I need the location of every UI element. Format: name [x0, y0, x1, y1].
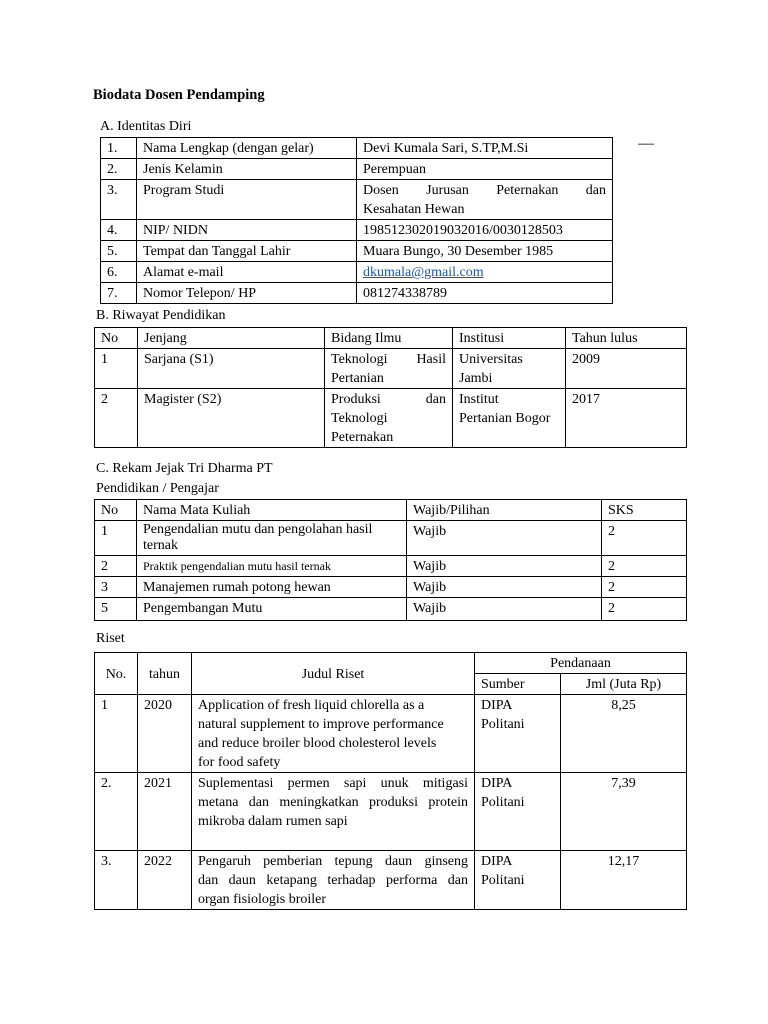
- row-label: Alamat e-mail: [137, 262, 357, 283]
- source-line: DIPA: [481, 776, 513, 791]
- course-name: [137, 521, 407, 556]
- column-header: Judul Riset: [192, 653, 475, 695]
- value-line: Dosen Jurusan Peternakan dan: [363, 183, 606, 198]
- course-sks: 2: [602, 521, 687, 556]
- education-table: [94, 327, 687, 448]
- bidang-line: Teknologi Hasil: [331, 352, 446, 367]
- decorative-dash: —: [638, 135, 654, 152]
- row-number: 5.: [101, 241, 137, 262]
- table-header-row: [95, 328, 687, 349]
- row-value: [357, 262, 613, 283]
- row-number: 7.: [101, 283, 137, 304]
- row-number: 1.: [101, 138, 137, 159]
- row-number: 3.: [95, 851, 138, 910]
- section-c-subheading: Pendidikan / Pengajar: [96, 481, 219, 496]
- row-value: 081274338789: [357, 283, 613, 304]
- title-line: Application of fresh liquid chlorella as a: [198, 698, 425, 713]
- row-number: 3.: [101, 180, 137, 220]
- course-name: Manajemen rumah potong hewan: [137, 577, 407, 598]
- course-sks: 2: [602, 577, 687, 598]
- bidang-ilmu: [325, 389, 453, 448]
- row-label: Nomor Telepon/ HP: [137, 283, 357, 304]
- course-type: Wajib: [407, 577, 602, 598]
- row-number: 2: [95, 556, 137, 577]
- tahun-lulus: 2009: [566, 349, 687, 389]
- table-row: [95, 695, 687, 773]
- research-year: 2021: [138, 773, 192, 851]
- column-header: Jml (Juta Rp): [561, 674, 687, 695]
- row-value: Devi Kumala Sari, S.TP,M.Si: [357, 138, 613, 159]
- row-value: Perempuan: [357, 159, 613, 180]
- table-row: [95, 389, 687, 448]
- course-type: Wajib: [407, 556, 602, 577]
- research-year: 2020: [138, 695, 192, 773]
- research-year: 2022: [138, 851, 192, 910]
- riset-heading: Riset: [96, 631, 125, 646]
- column-header: No: [95, 500, 137, 521]
- row-number: 2: [95, 389, 138, 448]
- value-line: Kesahatan Hewan: [363, 202, 465, 217]
- title-line: Pengaruh pemberian tepung daun ginseng: [198, 854, 468, 869]
- institusi: [453, 389, 566, 448]
- source-line: Politani: [481, 717, 525, 732]
- row-value: Muara Bungo, 30 Desember 1985: [357, 241, 613, 262]
- table-row: [101, 283, 613, 304]
- research-title: [192, 695, 475, 773]
- funding-amount: 8,25: [561, 695, 687, 773]
- bidang-line: Produksi dan: [331, 392, 446, 407]
- funding-source: [475, 773, 561, 851]
- course-name-line: ternak: [143, 538, 178, 553]
- funding-amount: 7,39: [561, 773, 687, 851]
- institusi-line: Universitas: [459, 352, 523, 367]
- row-label: Jenis Kelamin: [137, 159, 357, 180]
- table-row: [95, 556, 687, 577]
- column-header: Sumber: [475, 674, 561, 695]
- table-row: [101, 241, 613, 262]
- research-title: [192, 851, 475, 910]
- source-line: Politani: [481, 873, 525, 888]
- column-header: Pendanaan: [475, 653, 687, 674]
- source-line: DIPA: [481, 698, 513, 713]
- row-value: 198512302019032016/0030128503: [357, 220, 613, 241]
- row-value: [357, 180, 613, 220]
- course-type: Wajib: [407, 598, 602, 621]
- title-line: mikroba dalam rumen sapi: [198, 814, 348, 829]
- row-number: 6.: [101, 262, 137, 283]
- row-number: 1: [95, 695, 138, 773]
- column-header: Jenjang: [138, 328, 325, 349]
- tahun-lulus: 2017: [566, 389, 687, 448]
- institusi: [453, 349, 566, 389]
- row-label: NIP/ NIDN: [137, 220, 357, 241]
- title-line: natural supplement to improve performance: [198, 717, 444, 732]
- institusi-line: Institut: [459, 392, 499, 407]
- source-line: Politani: [481, 795, 525, 810]
- title-line: for food safety: [198, 755, 281, 770]
- title-line: and reduce broiler blood cholesterol levels: [198, 736, 437, 751]
- funding-amount: 12,17: [561, 851, 687, 910]
- funding-source: [475, 851, 561, 910]
- table-row: [101, 159, 613, 180]
- section-a-heading: A. Identitas Diri: [100, 119, 192, 134]
- jenjang: Magister (S2): [138, 389, 325, 448]
- course-name: Pengembangan Mutu: [137, 598, 407, 621]
- course-sks: 2: [602, 556, 687, 577]
- funding-source: [475, 695, 561, 773]
- column-header: Bidang Ilmu: [325, 328, 453, 349]
- course-type: Wajib: [407, 521, 602, 556]
- jenjang: Sarjana (S1): [138, 349, 325, 389]
- row-label: Program Studi: [137, 180, 357, 220]
- table-row: [95, 598, 687, 621]
- research-title: [192, 773, 475, 851]
- table-row: [95, 521, 687, 556]
- column-header: Institusi: [453, 328, 566, 349]
- email-link[interactable]: dkumala@gmail.com: [363, 265, 484, 280]
- table-header-row: [95, 653, 687, 674]
- source-line: DIPA: [481, 854, 513, 869]
- row-number: 1: [95, 349, 138, 389]
- title-line: Suplementasi permen sapi unuk mitigasi: [198, 776, 468, 791]
- bidang-line: Peternakan: [331, 430, 394, 445]
- column-header: No.: [95, 653, 138, 695]
- row-number: 2.: [101, 159, 137, 180]
- row-number: 5: [95, 598, 137, 621]
- row-label: Tempat dan Tanggal Lahir: [137, 241, 357, 262]
- row-number: 3: [95, 577, 137, 598]
- title-line: dan daun ketapang terhadap performa dan: [198, 873, 468, 888]
- table-row: [101, 262, 613, 283]
- research-table: [94, 652, 687, 910]
- table-row: [95, 349, 687, 389]
- table-row: [95, 773, 687, 851]
- title-line: organ fisiologis broiler: [198, 892, 327, 907]
- title-line: metana dan meningkatkan produksi protein: [198, 795, 468, 810]
- section-c-heading: C. Rekam Jejak Tri Dharma PT: [96, 461, 273, 476]
- column-header: Wajib/Pilihan: [407, 500, 602, 521]
- column-header: Nama Mata Kuliah: [137, 500, 407, 521]
- identity-table: [100, 137, 613, 304]
- bidang-line: Pertanian: [331, 371, 384, 386]
- column-header: Tahun lulus: [566, 328, 687, 349]
- row-number: 1: [95, 521, 137, 556]
- bidang-ilmu: [325, 349, 453, 389]
- course-sks: 2: [602, 598, 687, 621]
- document-title: Biodata Dosen Pendamping: [93, 87, 265, 103]
- course-name: Praktik pengendalian mutu hasil ternak: [137, 556, 407, 577]
- column-header: No: [95, 328, 138, 349]
- course-name-line: Pengendalian mutu dan pengolahan hasil: [143, 522, 373, 537]
- institusi-line: Pertanian Bogor: [459, 411, 551, 426]
- teaching-table: [94, 499, 687, 621]
- table-row: [101, 138, 613, 159]
- table-row: [101, 220, 613, 241]
- row-label: Nama Lengkap (dengan gelar): [137, 138, 357, 159]
- institusi-line: Jambi: [459, 371, 493, 386]
- row-number: 2.: [95, 773, 138, 851]
- table-row: [101, 180, 613, 220]
- table-header-row: [95, 500, 687, 521]
- section-b-heading: B. Riwayat Pendidikan: [96, 308, 226, 323]
- bidang-line: Teknologi: [331, 411, 388, 426]
- row-number: 4.: [101, 220, 137, 241]
- column-header: tahun: [138, 653, 192, 695]
- table-row: [95, 577, 687, 598]
- column-header: SKS: [602, 500, 687, 521]
- table-row: [95, 851, 687, 910]
